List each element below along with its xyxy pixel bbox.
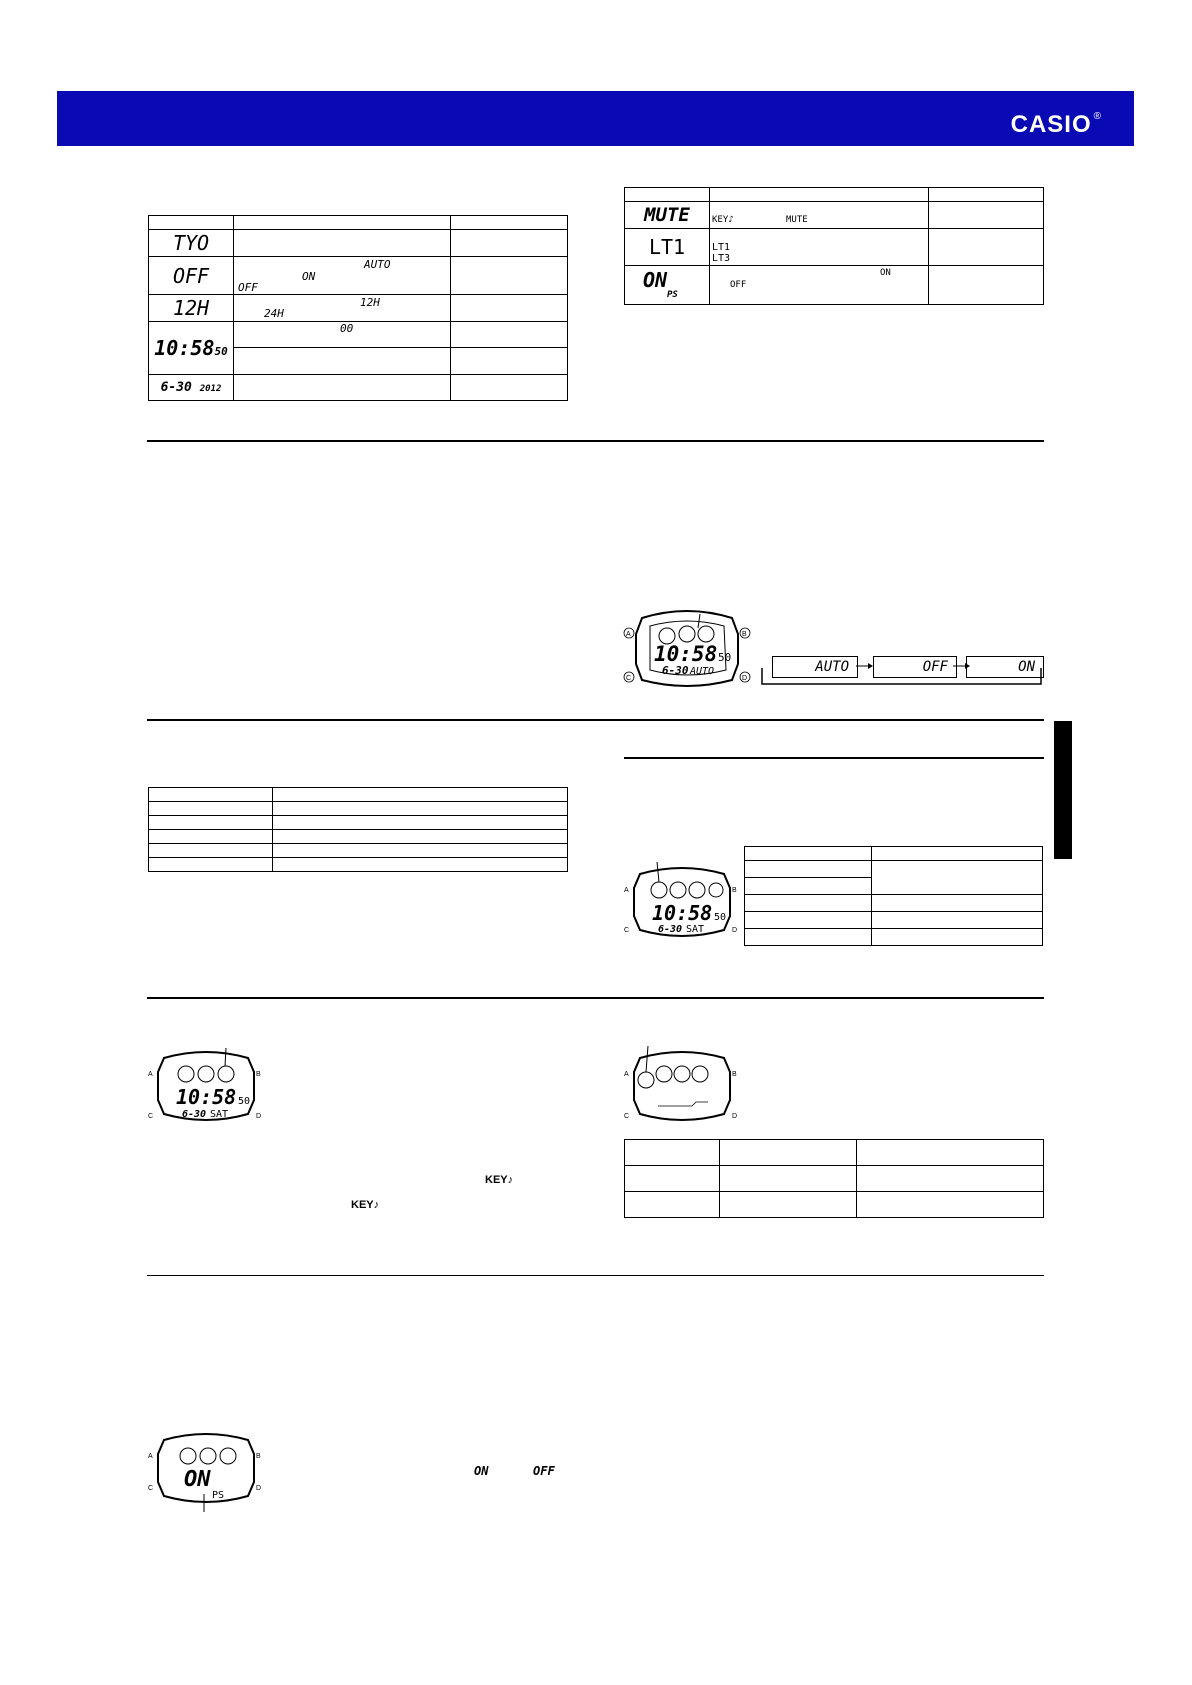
- table-row: [745, 895, 1043, 912]
- lcd-light: LT1: [625, 229, 710, 266]
- table-row: [625, 1140, 1044, 1166]
- watch-time: 10:58: [654, 642, 718, 666]
- 00-label: 00: [340, 322, 354, 335]
- auto-label: AUTO: [364, 258, 391, 271]
- off-label: OFF: [238, 281, 258, 294]
- watch-day: SAT: [210, 1109, 229, 1120]
- off-label: OFF: [730, 280, 747, 290]
- table-row: [149, 816, 568, 830]
- table-row: [625, 1192, 1044, 1218]
- 24h-label: 24H: [264, 307, 284, 320]
- button-b-label: B: [732, 887, 737, 894]
- button-d-label: D: [256, 1485, 262, 1492]
- button-d-label: D: [256, 1113, 262, 1120]
- button-d-label: D: [732, 927, 738, 934]
- watch-seconds: 50: [238, 1096, 251, 1107]
- watch-date: 6-30: [658, 924, 683, 935]
- watch-time: 10:58: [652, 901, 713, 925]
- powersave-on-label: ON: [474, 1464, 489, 1478]
- watch-date: 6-30: [662, 664, 689, 677]
- button-d-label: D: [742, 675, 748, 682]
- lcd-mute: MUTE: [625, 202, 710, 229]
- table-row: [745, 912, 1043, 929]
- powersave-off-label: OFF: [533, 1464, 555, 1478]
- watch-time: 10:58: [176, 1085, 237, 1109]
- button-a-label: A: [148, 1453, 153, 1460]
- button-b-label: B: [256, 1071, 261, 1078]
- watch-seconds: 50: [714, 912, 727, 923]
- button-b-label: B: [256, 1453, 261, 1460]
- section-divider: [624, 757, 1044, 759]
- button-c-label: C: [626, 675, 632, 682]
- section-divider: [147, 719, 1044, 721]
- watch-illustration-mode: [622, 862, 742, 940]
- button-a-label: A: [624, 1071, 629, 1078]
- button-c-label: C: [624, 927, 630, 934]
- table-row: [149, 295, 568, 322]
- 12h-label: 12H: [360, 296, 380, 309]
- lcd-year: 2012: [199, 384, 222, 394]
- watch-seconds: 50: [718, 651, 732, 664]
- watch-auto: AUTO: [690, 666, 715, 677]
- section-divider: [147, 440, 1044, 442]
- table-row: [149, 858, 568, 872]
- section-divider: [147, 997, 1044, 999]
- watch-illustration-powersave: [146, 1428, 266, 1512]
- table-row: [625, 1166, 1044, 1192]
- lcd-city: TYO: [149, 230, 234, 257]
- flow-step-on: ON: [966, 656, 1044, 678]
- watch-day: SAT: [686, 924, 705, 935]
- button-a-label: A: [624, 887, 629, 894]
- keytone-label: KEY♪: [712, 215, 734, 225]
- keytone-indicator: KEY♪: [485, 1174, 514, 1186]
- reference-table-left: [148, 787, 568, 872]
- settings-table-right: [624, 187, 1044, 305]
- button-a-label: A: [148, 1071, 153, 1078]
- watch-on: ON: [184, 1467, 211, 1492]
- on-label: ON: [880, 268, 891, 278]
- watch-ps: PS: [212, 1490, 225, 1501]
- mute-label: MUTE: [786, 215, 808, 225]
- on-label: ON: [302, 270, 316, 283]
- lt1-label: LT1: [712, 242, 731, 253]
- table-row: [149, 230, 568, 257]
- lcd-hour-format: 12H: [149, 295, 234, 322]
- table-row: [745, 861, 1043, 878]
- button-b-label: B: [742, 631, 747, 638]
- table-row: [149, 830, 568, 844]
- button-b-label: B: [732, 1071, 737, 1078]
- lcd-date: 6-30: [160, 380, 192, 395]
- watch-illustration-dst: [622, 610, 752, 688]
- watch-illustration-blank: [622, 1046, 742, 1124]
- table-row: [149, 375, 568, 401]
- flow-step-auto: AUTO: [772, 656, 858, 678]
- button-a-label: A: [626, 631, 631, 638]
- section-divider: [147, 1275, 1044, 1276]
- lcd-on: ON: [643, 268, 668, 292]
- watch-date: 6-30: [182, 1109, 207, 1120]
- button-c-label: C: [148, 1485, 154, 1492]
- table-row: [625, 202, 1044, 229]
- table-row: [149, 257, 568, 295]
- table-row: [149, 322, 568, 348]
- settings-table-left: [148, 215, 568, 401]
- lcd-time: 10:58: [154, 336, 215, 360]
- button-c-label: C: [148, 1113, 154, 1120]
- table-row: [149, 802, 568, 816]
- table-row: [149, 844, 568, 858]
- lcd-ps: PS: [667, 290, 678, 300]
- section-tab: [1054, 721, 1072, 859]
- lt3-label: LT3: [712, 253, 731, 264]
- casio-logo: CASIO ®: [1010, 111, 1102, 138]
- watch-illustration-keytone: [146, 1046, 266, 1124]
- flow-step-off: OFF: [873, 656, 957, 678]
- keytone-indicator: KEY♪: [351, 1199, 380, 1211]
- lcd-dst: OFF: [149, 257, 234, 295]
- reference-table-right: [744, 846, 1043, 946]
- button-c-label: C: [624, 1113, 630, 1120]
- table-row: [625, 266, 1044, 305]
- button-d-label: D: [732, 1113, 738, 1120]
- table-row: [745, 929, 1043, 946]
- lcd-seconds: 50: [214, 345, 228, 358]
- table-row: [625, 229, 1044, 266]
- reference-table-bottom: [624, 1139, 1044, 1218]
- header-banner: [57, 91, 1134, 146]
